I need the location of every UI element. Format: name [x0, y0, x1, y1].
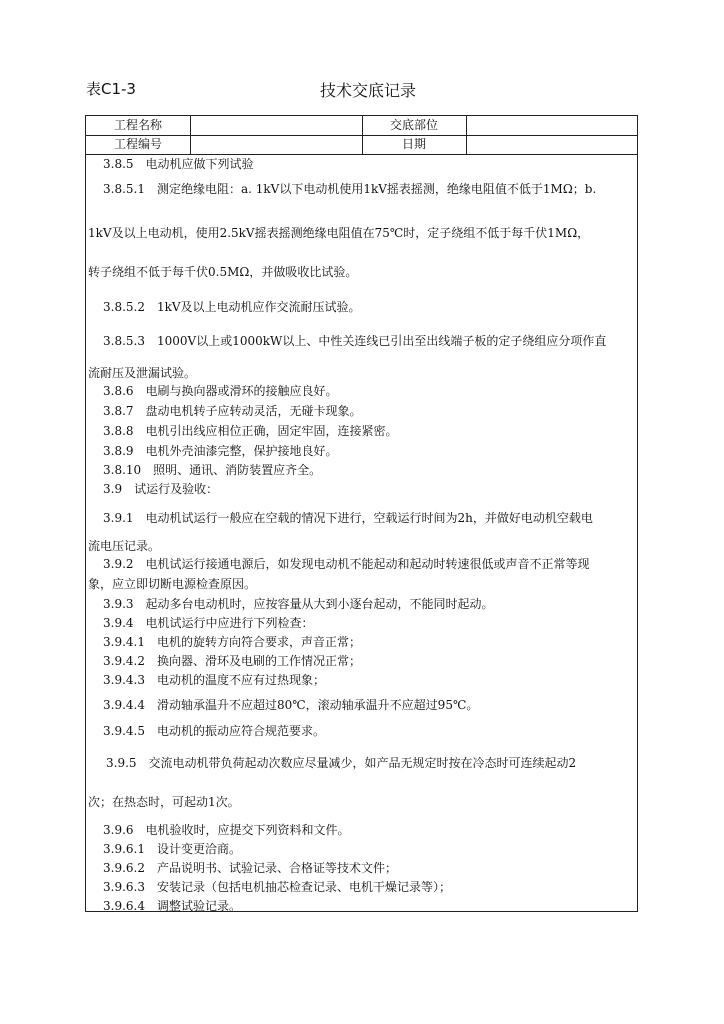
- content-line: 3.9.5 交流电动机带负荷起动次数应尽量减少，如产品无规定时按在冷态时可连续起动2: [106, 756, 577, 770]
- content-line: 3.8.9 电机外壳油漆完整，保护接地良好。: [103, 444, 338, 458]
- content-line: 3.9.6.1 设计变更洽商。: [103, 842, 241, 856]
- content-line: 流耐压及泄漏试验。: [88, 366, 197, 380]
- content-line: 3.8.10 照明、通讯、消防装置应齐全。: [103, 463, 322, 477]
- content-line: 3.9.6 电机验收时，应提交下列资料和文件。: [103, 823, 350, 837]
- content-line: 3.9.1 电动机试运行一般应在空载的情况下进行，空载运行时间为2h，并做好电动机空载电: [103, 511, 593, 525]
- page-title-text: 技术交底记录: [319, 81, 416, 100]
- content-line: 3.8.5.3 1000V以上或1000kW以上、中性关连线已引出至出线端子板的定子绕组应分项作直: [103, 334, 607, 348]
- content-line: 3.9.4.4 滑动轴承温升不应超过80℃，滚动轴承温升不应超过95℃。: [103, 698, 479, 712]
- content-line: 3.9.6.2 产品说明书、试验记录、合格证等技术文件；: [103, 861, 397, 875]
- content-line: 3.9.4.2 换向器、滑环及电刷的工作情况正常；: [103, 654, 361, 668]
- content-line: 3.9.4.3 电动机的温度不应有过热现象；: [103, 673, 325, 687]
- content-line: 3.9.2 电机试运行接通电源后，如发现电动机不能起动和起动时转速很低或声音不正常等现: [103, 557, 590, 571]
- content-line: 3.8.8 电机引出线应相位正确，固定牢固，连接紧密。: [103, 424, 398, 438]
- content-line: 3.9.4 电机试运行中应进行下列检查：: [103, 616, 314, 630]
- part-label: 交底部位: [389, 118, 438, 132]
- header-divider-2: [362, 116, 363, 154]
- content-line: 3.8.5.2 1kV及以上电动机应作交流耐压试验。: [103, 300, 361, 314]
- content-line: 3.9 试运行及验收：: [103, 482, 219, 496]
- project-name-label: 工程名称: [113, 118, 162, 132]
- project-name-field[interactable]: [190, 116, 362, 135]
- date-field[interactable]: [466, 135, 638, 154]
- content-line: 转子绕组不低于每千伏0.5MΩ，并做吸收比试验。: [88, 265, 358, 279]
- header-divider-3: [466, 116, 467, 154]
- content-line: 次；在热态时，可起动1次。: [88, 795, 240, 809]
- date-label: 日期: [401, 137, 426, 151]
- content-line: 3.9.3 起动多台电动机时，应按容量从大到小逐台起动，不能同时起动。: [103, 597, 494, 611]
- project-no-field[interactable]: [190, 135, 362, 154]
- content-line: 3.8.5 电动机应做下列试验: [103, 157, 254, 171]
- content-line: 3.8.6 电刷与换向器或滑环的接触应良好。: [103, 384, 338, 398]
- header-divider-1: [190, 116, 191, 154]
- content-line: 3.8.5.1 测定绝缘电阻：a. 1kV以下电动机使用1kV摇表摇测，绝缘电阻值不低于1MΩ；b.: [103, 182, 597, 196]
- form-number: 表C1-3: [86, 80, 136, 98]
- content-line: 象，应立即切断电源检查原因。: [88, 577, 257, 591]
- content-line: 3.9.4.5 电动机的振动应符合规范要求。: [103, 724, 325, 738]
- record-form: [85, 115, 638, 912]
- content-line: 3.9.4.1 电机的旋转方向符合要求，声音正常；: [103, 635, 361, 649]
- content-line: 3.9.6.3 安装记录（包括电机抽芯检查记录、电机干燥记录等）；: [103, 880, 451, 894]
- content-line: 3.9.6.4 调整试验记录。: [103, 899, 241, 913]
- project-no-label: 工程编号: [113, 137, 162, 151]
- content-line: 1kV及以上电动机，使用2.5kV摇表摇测绝缘电阻值在75℃时，定子绕组不低于每千伏1MΩ，: [88, 226, 590, 240]
- part-field[interactable]: [466, 116, 638, 135]
- content-line: 流电压记录。: [88, 539, 161, 553]
- content-line: 3.8.7 盘动电机转子应转动灵活，无碰卡现象。: [103, 404, 362, 418]
- page-title: [0, 78, 724, 101]
